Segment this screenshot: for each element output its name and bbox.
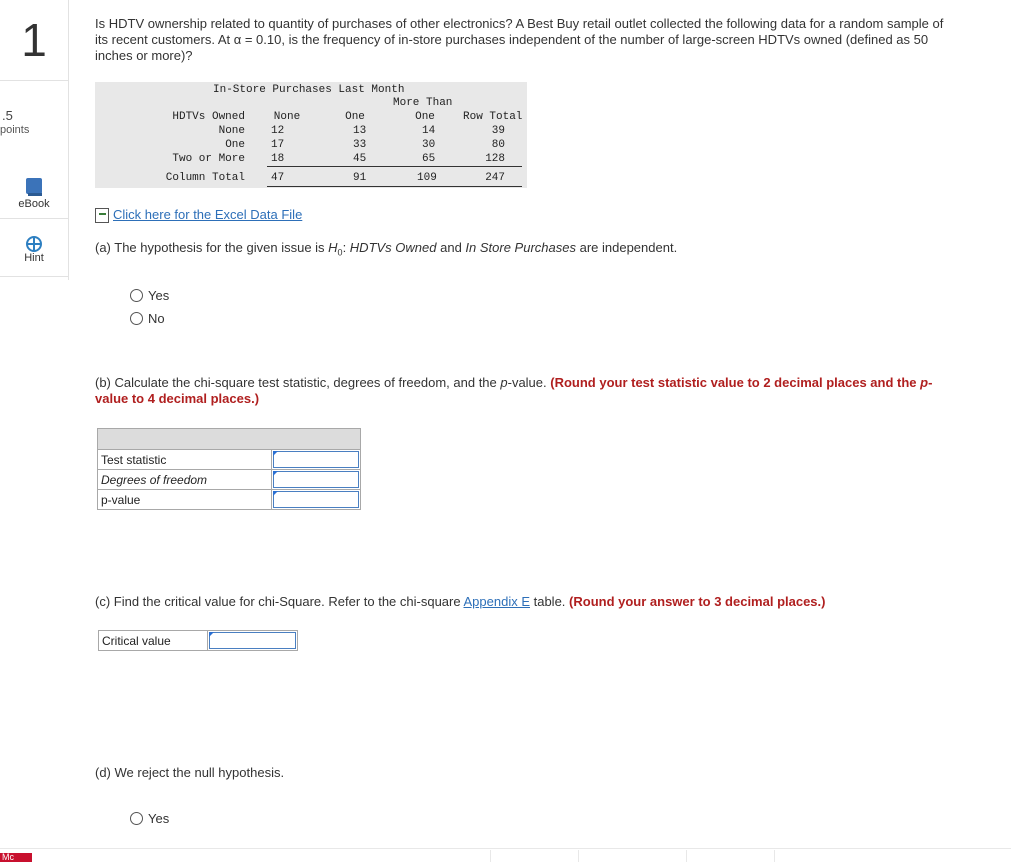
total-cell: 109	[417, 172, 437, 184]
mcgraw-hill-badge: Mc	[0, 853, 32, 862]
col-header: One	[345, 111, 365, 123]
input-marker	[273, 451, 278, 456]
critical-value-input[interactable]	[209, 632, 296, 649]
radio-circle[interactable]	[130, 812, 143, 825]
instr-p: p	[920, 375, 929, 390]
table-divider	[267, 186, 522, 187]
table-cell: 30	[422, 139, 436, 151]
total-cell: 91	[353, 172, 367, 184]
row-header: HDTVs Owned	[172, 111, 245, 123]
input-marker	[273, 471, 278, 476]
bottom-divider	[686, 850, 687, 862]
table-cell: 45	[353, 153, 367, 165]
option-label: No	[148, 311, 165, 326]
option-label: Yes	[148, 288, 170, 303]
input-marker	[209, 632, 214, 637]
p-value-input[interactable]	[273, 491, 359, 508]
part-a-prefix: (a) The hypothesis for the given issue is	[95, 240, 329, 255]
book-icon	[26, 178, 42, 194]
question-number: 1	[0, 0, 69, 81]
table-cell: 128	[485, 153, 505, 165]
p-symbol: p	[500, 375, 508, 390]
var-in-store-purchases: In Store Purchases	[465, 240, 576, 255]
total-label: Column Total	[165, 172, 245, 184]
table-divider	[267, 166, 522, 167]
answer-table-header	[98, 429, 361, 450]
ebook-button[interactable]	[0, 168, 68, 219]
option-label: Yes	[148, 811, 170, 826]
part-c-instruction: (Round your answer to 3 decimal places.)	[569, 594, 826, 609]
row-label: One	[225, 139, 245, 151]
part-d-text: (d) We reject the null hypothesis.	[95, 765, 285, 780]
part-b-prefix: (b) Calculate the chi-square test statistic, degrees of freedom, and the	[95, 375, 501, 390]
part-b-mid: -value.	[507, 375, 551, 390]
hint-label: Hint	[24, 252, 44, 264]
excel-link-text[interactable]: Click here for the Excel Data File	[113, 207, 303, 222]
table-title: In-Store Purchases Last Month	[213, 84, 405, 96]
p-value-label: p-value	[98, 490, 272, 510]
radio-circle[interactable]	[130, 312, 143, 325]
question-text: Is HDTV ownership related to quantity of purchases of other electronics? A Best Buy retail outlet collected the following data for a random sample of its recent customers. At α = 0.10, is the frequency of in-store purchases independent of the number of large-screen HDTVs owned (defined as 50 inches or more)?	[95, 16, 944, 63]
h0-symbol: H	[328, 240, 338, 255]
total-cell: 247	[485, 172, 505, 184]
row-label: None	[218, 125, 245, 137]
bottom-bar	[0, 848, 1011, 863]
excel-data-link[interactable]	[95, 207, 302, 222]
total-cell: 47	[271, 172, 285, 184]
part-b-text	[95, 375, 935, 407]
table-cell: 39	[491, 125, 505, 137]
and-text: and	[436, 240, 466, 255]
col-header: One	[415, 111, 435, 123]
points-value: .5	[2, 108, 13, 123]
table-cell: 13	[353, 125, 367, 137]
part-a-suffix: are independent.	[575, 240, 678, 255]
excel-file-icon	[95, 208, 109, 223]
instr-text-2: -value to 4 decimal places.)	[95, 375, 933, 406]
table-cell: 80	[491, 139, 505, 151]
table-cell: 14	[422, 125, 436, 137]
data-table	[95, 82, 527, 188]
var-hdtvs-owned: HDTVs Owned	[349, 240, 437, 255]
table-cell: 33	[353, 139, 367, 151]
critical-value-label: Critical value	[99, 631, 208, 651]
bottom-divider	[578, 850, 579, 862]
radio-circle[interactable]	[130, 289, 143, 302]
bottom-divider	[774, 850, 775, 862]
h0-colon: :	[342, 240, 350, 255]
appendix-e-link[interactable]: Appendix E	[463, 594, 530, 609]
part-c-mid: table.	[530, 594, 570, 609]
input-marker	[273, 491, 278, 496]
instr-text: (Round your test statistic value to 2 decimal places and the	[550, 375, 921, 390]
hint-button[interactable]	[0, 226, 68, 277]
test-statistic-input[interactable]	[273, 451, 359, 468]
rail-divider	[68, 0, 69, 280]
critical-value-cell	[208, 631, 298, 651]
table-cell: 65	[422, 153, 436, 165]
part-c-prefix: (c) Find the critical value for chi-Square. Refer to the chi-square	[95, 594, 464, 609]
part-a-option-no[interactable]	[130, 311, 165, 326]
table-cell: 18	[271, 153, 285, 165]
col-header-more-than: More Than	[393, 97, 453, 109]
degrees-of-freedom-label: Degrees of freedom	[98, 470, 272, 490]
ebook-label: eBook	[18, 198, 50, 210]
part-c-text	[95, 594, 825, 609]
part-a-option-yes[interactable]	[130, 288, 169, 303]
points-label: points	[0, 124, 30, 136]
p-value-cell	[271, 490, 360, 510]
part-b-answer-table	[97, 428, 361, 510]
col-header: None	[273, 111, 301, 123]
bottom-divider	[490, 850, 491, 862]
test-statistic-cell	[271, 450, 360, 470]
table-cell: 17	[271, 139, 285, 151]
col-header: Row Total	[463, 111, 523, 123]
h0-subscript: 0	[337, 247, 343, 258]
degrees-of-freedom-cell	[271, 470, 360, 490]
part-c-answer-table	[98, 630, 298, 651]
table-cell: 12	[271, 125, 285, 137]
points-indicator	[0, 100, 68, 160]
part-d-option-yes[interactable]	[130, 811, 169, 826]
lifebuoy-icon	[26, 236, 42, 252]
part-a-text	[95, 240, 677, 258]
test-statistic-label: Test statistic	[98, 450, 272, 470]
row-label: Two or More	[172, 153, 245, 165]
degrees-of-freedom-input[interactable]	[273, 471, 359, 488]
